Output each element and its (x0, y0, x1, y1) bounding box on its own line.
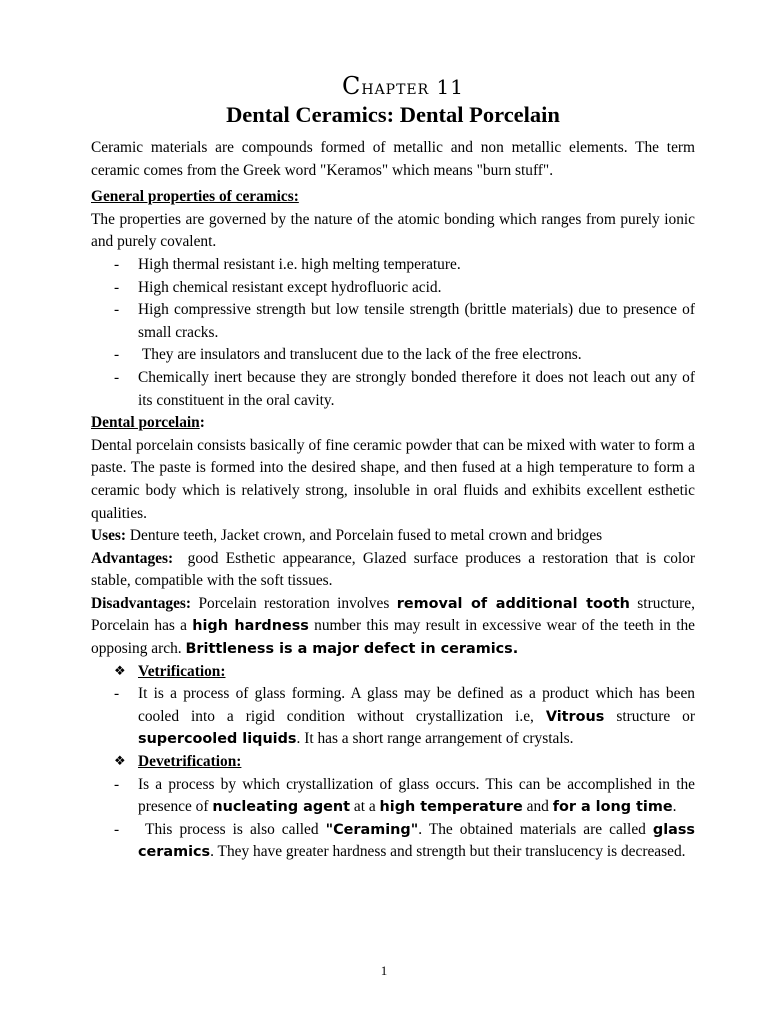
advantages-line: Advantages: good Esthetic appearance, Glazed surface produces a restoration that is color stable, compatible with the soft tissues. (91, 549, 699, 590)
list-item: - They are insulators and translucent due to the lack of the free electrons. (114, 346, 582, 364)
diamond-bullet-icon: ❖ (114, 663, 126, 679)
general-properties-text: The properties are governed by the nature of the atomic bonding which ranges from purely ionic and purely covalent. (91, 210, 695, 251)
disadvantages-paragraph: Disadvantages: Porcelain restoration involves removal of additional tooth structure, Porcelain has a high hardness number this may result in excessive wear of the teeth in the opposing arch. Brittleness is a major defect in ceramics. (91, 594, 699, 658)
list-item: - High chemical resistant except hydrofluoric acid. (114, 278, 442, 296)
devetrification-list (91, 774, 695, 864)
dental-porcelain-text: Dental porcelain consists basically of fine ceramic powder that can be mixed with water to form a paste. The paste is formed into the desired shape, and then fused at a high temperature to form a ceramic body which is relatively strong, insoluble in oral fluids and exhibits excellent esthetic qualities. (91, 436, 695, 522)
general-properties-list (91, 254, 695, 412)
page-title: Dental Ceramics: Dental Porcelain (226, 102, 560, 127)
list-item: - High compressive strength but low tensile strength (brittle materials) due to presence of small cracks. (114, 301, 695, 341)
page-content (91, 72, 699, 864)
intro-paragraph: Ceramic materials are compounds formed of metallic and non metallic elements. The term ceramic comes from the Greek word "Keramos" which means "burn stuff". (91, 139, 695, 179)
list-item: - It is a process of glass forming. A glass may be defined as a product which has been cooled into a rigid condition without crystallization i.e, Vitrous structure or supercooled liquids. It has a short range arrangement of crystals. (114, 685, 699, 748)
page-number: 1 (380, 963, 388, 978)
dental-porcelain-heading: Dental porcelain: (91, 414, 205, 432)
devetrification-heading: ❖ Devetrification: (91, 751, 695, 774)
vetrification-heading: ❖ Vetrification: (91, 661, 695, 684)
list-item: - This process is also called "Ceraming". The obtained materials are called glass ceramics. They have greater hardness and strength but their translucency is decreased. (114, 820, 695, 861)
list-item: - Chemically inert because they are strongly bonded therefore it does not leach out any of its constituent in the oral cavity. (114, 368, 695, 409)
diamond-bullet-icon: ❖ (114, 754, 126, 770)
uses-line: Uses: Denture teeth, Jacket crown, and Porcelain fused to metal crown and bridges (91, 527, 603, 545)
list-item: - Is a process by which crystallization of glass occurs. This can be accomplished in the presence of nucleating agent at a high temperature and for a long time. (114, 775, 695, 816)
vetrification-list (91, 683, 699, 751)
chapter-heading: Chapter 11 (341, 72, 465, 100)
list-item: - High thermal resistant i.e. high melting temperature. (114, 255, 461, 273)
general-properties-heading: General properties of ceramics: (91, 188, 299, 206)
